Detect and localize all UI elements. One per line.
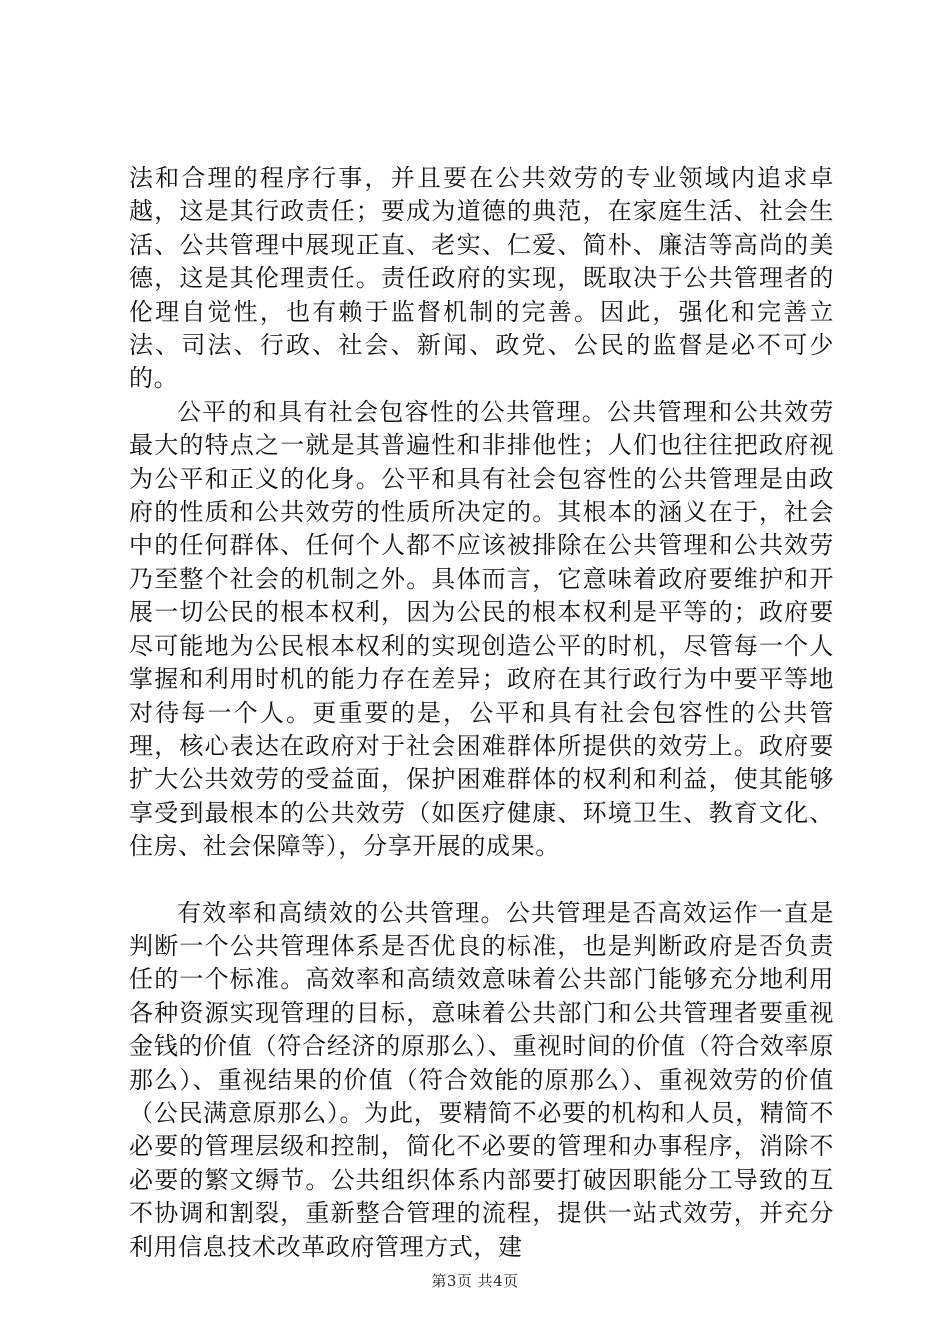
- document-body: [129, 162, 834, 1264]
- paragraph-efficiency: 有效率和高绩效的公共管理。公共管理是否高效运作一直是判断一个公共管理体系是否优良的标准，也是判断政府是否负责任的一个标准。高效率和高绩效意味着公共部门能够充分地利用各种资源实现管理的目标，意味着公共部门和公共管理者要重视金钱的价值（符合经济的原那么）、重视时间的价值（符合效率原那么）、重视结果的价值（符合效能的原那么）、重视效劳的价值（公民满意原那么）。为此，要精简不必要的机构和人员，精简不必要的管理层级和控制，简化不必要的管理和办事程序，消除不必要的繁文缛节。公共组织体系内部要打破因职能分工导致的互不协调和割裂，重新整合管理的流程，提供一站式效劳，并充分利用信息技术改革政府管理方式，建: [129, 898, 834, 1261]
- paragraph-continued: 法和合理的程序行事，并且要在公共效劳的专业领域内追求卓越，这是其行政责任；要成为道德的典范，在家庭生活、社会生活、公共管理中展现正直、老实、仁爱、简朴、廉洁等高尚的美德，这是其伦理责任。责任政府的实现，既取决于公共管理者的伦理自觉性，也有赖于监督机制的完善。因此，强化和完善立法、司法、行政、社会、新闻、政党、公民的监督是必不可少的。: [129, 164, 834, 393]
- page-number-footer: 第3页 共4页: [431, 1272, 519, 1290]
- paragraph-fairness: 公平的和具有社会包容性的公共管理。公共管理和公共效劳最大的特点之一就是其普遍性和非排他性；人们也往往把政府视为公平和正义的化身。公平和具有社会包容性的公共管理是由政府的性质和公共效劳的性质所决定的。其根本的涵义在于，社会中的任何群体、任何个人都不应该被排除在公共管理和公共效劳乃至整个社会的机制之外。具体而言，它意味着政府要维护和开展一切公民的根本权利，因为公民的根本权利是平等的；政府要尽可能地为公民根本权利的实现创造公平的时机，尽管每一个人掌握和利用时机的能力存在差异；政府在其行政行为中要平等地对待每一个人。更重要的是，公平和具有社会包容性的公共管理，核心表达在政府对于社会困难群体所提供的效劳上。政府要扩大公共效劳的受益面，保护困难群体的权利和利益，使其能够享受到最根本的公共效劳（如医疗健康、环境卫生、教育文化、住房、社会保障等），分享开展的成果。: [129, 397, 834, 861]
